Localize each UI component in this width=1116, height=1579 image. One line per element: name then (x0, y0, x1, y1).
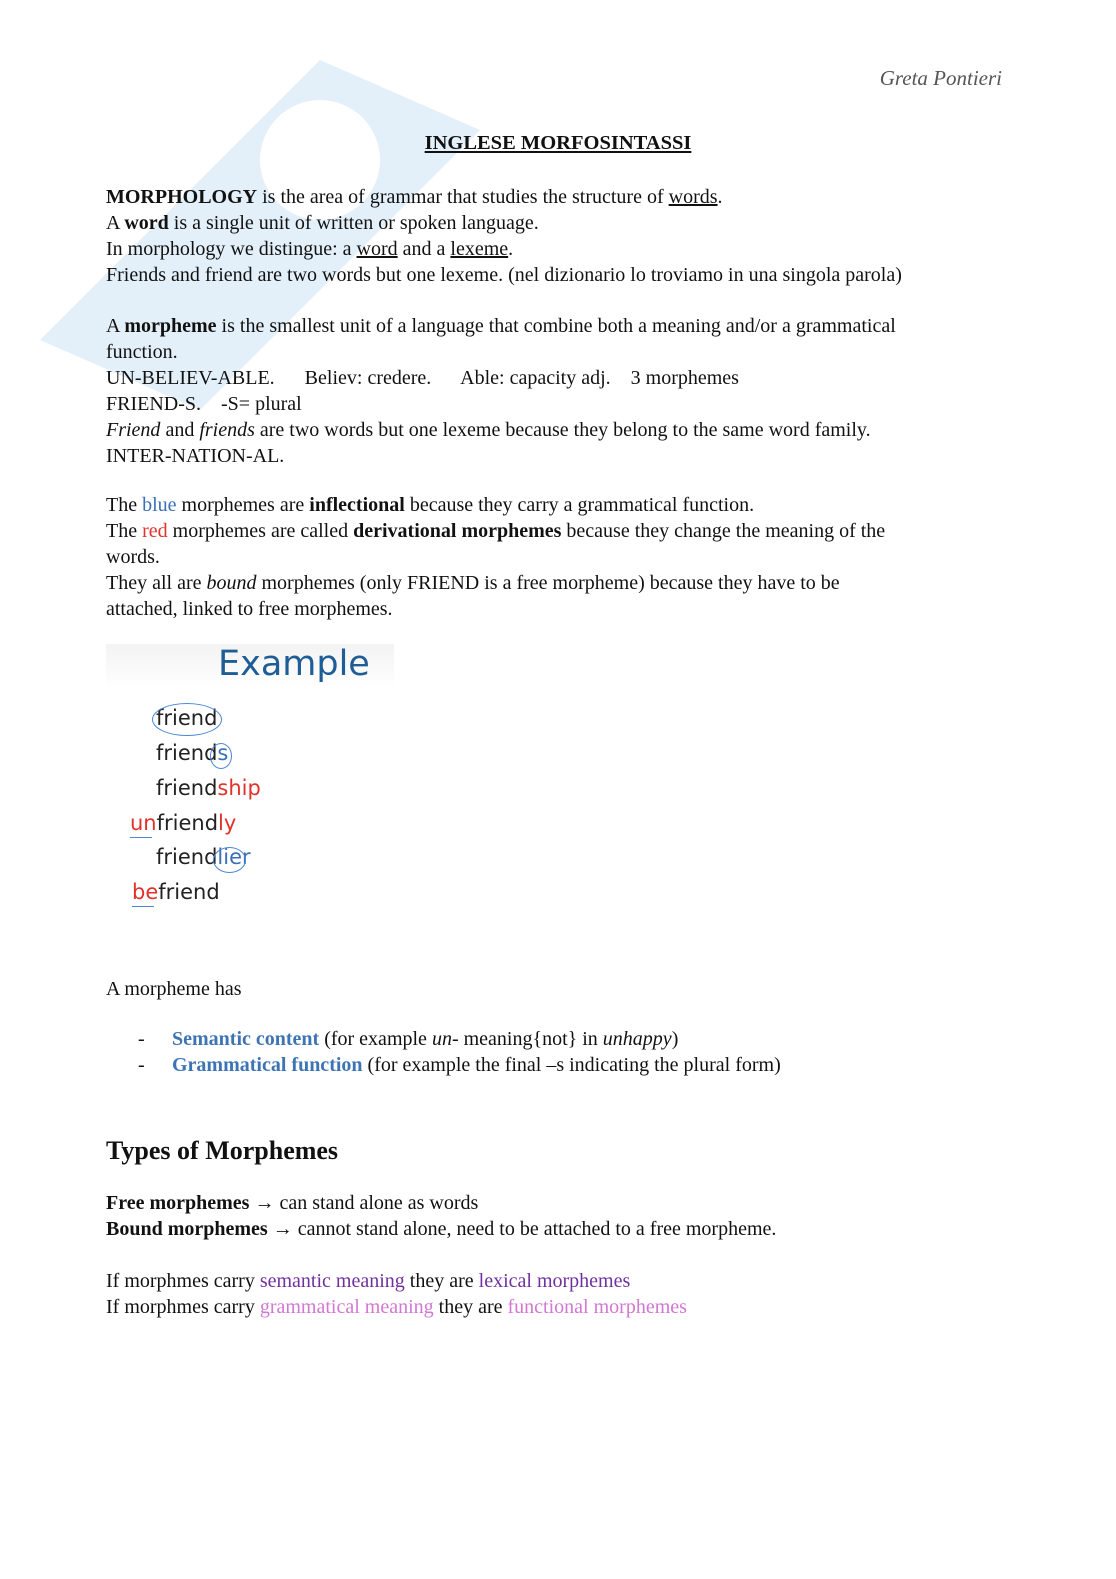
circle-annotation (152, 703, 222, 736)
section-heading-types: Types of Morphemes (106, 1136, 339, 1165)
paragraph-morpheme: A morpheme is the smallest unit of a language that combine both a meaning and/or a grammatical function. UN-BELIEV-ABLE. Believ: credere. Able: capacity adj. 3 morphemes FRIEND-S. -S= plural Friend and friends are two words but one lexeme because they belong to the same word family. INTER-NATION-AL. (106, 315, 896, 467)
paragraph-inflectional-derivational: The blue morphemes are inflectional because they carry a grammatical function. The red morphemes are called derivational morphemes because they change the meaning of the words. They all are bound morphemes (only FRIEND is a free morpheme) because they have to be attached, linked to free morphemes. (106, 494, 886, 620)
morpheme-has-intro: A morpheme has (106, 978, 242, 1000)
paragraph-free-bound: Free morphemes → can stand alone as words Bound morphemes → cannot stand alone, need to be attached to a free morpheme. (106, 1192, 777, 1240)
example-word-friends: friends (156, 741, 229, 765)
circle-annotation (210, 743, 232, 769)
circle-annotation (213, 847, 246, 873)
example-word-unfriendly: unfriendly (130, 811, 237, 835)
example-word-friendship: friendship (156, 776, 261, 800)
page-title: INGLESE MORFOSINTASSI (424, 132, 692, 154)
underline-annotation (132, 906, 154, 907)
bullet-semantic-content: - Semantic content (for example un- meaning{not} in unhappy) (138, 1028, 679, 1050)
author-name: Greta Pontieri (879, 66, 1002, 90)
paragraph-lexical-functional: If morphmes carry semantic meaning they are lexical morphemes If morphmes carry grammatical meaning they are functional morphemes (106, 1270, 687, 1318)
example-image (106, 644, 394, 922)
example-word-friendlier: friendlier (156, 845, 251, 869)
bullet-grammatical-function: - Grammatical function (for example the final –s indicating the plural form) (138, 1054, 781, 1076)
example-word-befriend: befriend (132, 880, 220, 904)
underline-annotation (130, 837, 152, 838)
example-word-friend: friend (156, 706, 218, 730)
paragraph-morphology: MORPHOLOGY is the area of grammar that studies the structure of words. A word is a single unit of written or spoken language. In morphology we distingue: a word and a lexeme. Friends and friend are two words but one lexeme. (nel dizionario lo troviamo in una singola parola) (106, 186, 902, 286)
example-title: Example (218, 644, 370, 684)
